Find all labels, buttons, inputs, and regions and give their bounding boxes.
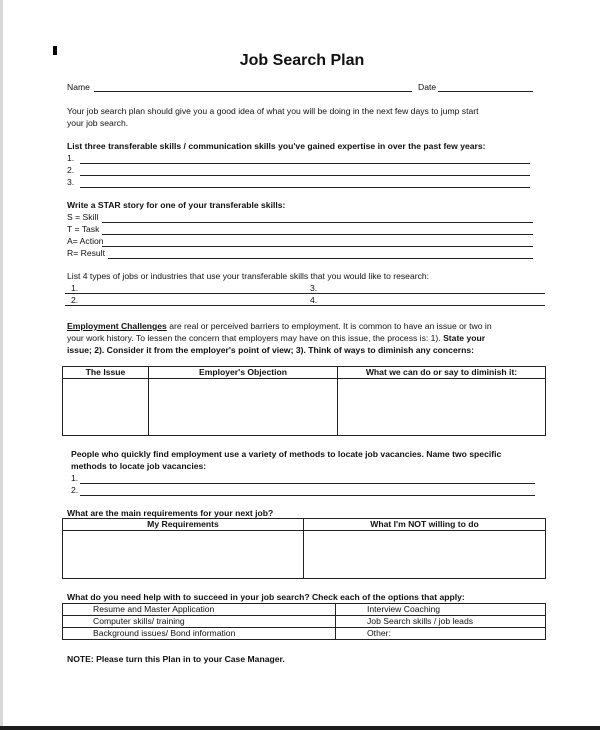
help-option-interview[interactable]: Interview Coaching (336, 604, 546, 616)
column-header-objection: Employer's Objection (149, 367, 338, 379)
job-number: 1. (71, 283, 79, 293)
challenges-text-bold: State your (440, 333, 486, 343)
column-header-diminish: What we can do or say to diminish it: (338, 367, 546, 379)
method-number: 2. (71, 485, 79, 495)
star-label: A= Action (67, 236, 104, 246)
challenges-text: your work history. To lessen the concern that employers may have on this issue, the process is: 1). (67, 333, 441, 343)
challenges-text-1 (67, 320, 492, 332)
table-row (63, 604, 546, 616)
help-option-job-search[interactable]: Job Search skills / job leads (336, 616, 546, 628)
star-line-task[interactable] (102, 234, 533, 235)
skills-prompt: List three transferable skills / communication skills you've gained expertise in over the past few years: (67, 141, 486, 151)
help-option-computer[interactable]: Computer skills/ training (63, 616, 336, 628)
challenges-table (62, 366, 546, 436)
note-text: NOTE: Please turn this Plan in to your Case Manager. (67, 654, 285, 664)
bottom-bar (0, 726, 600, 730)
name-label: Name (67, 82, 90, 92)
star-line-result[interactable] (108, 258, 533, 259)
star-line-action[interactable] (102, 246, 533, 247)
skill-line-3[interactable] (80, 187, 530, 188)
challenges-text-2 (67, 332, 485, 344)
name-field[interactable] (94, 91, 412, 92)
challenges-heading: Employment Challenges (67, 321, 167, 331)
job-number: 3. (310, 283, 318, 293)
method-line-2[interactable] (80, 495, 535, 496)
job-number: 4. (310, 295, 318, 305)
date-field[interactable] (438, 91, 533, 92)
page-title: Job Search Plan (239, 52, 365, 69)
issue-cell[interactable] (63, 379, 149, 436)
column-header-requirements: My Requirements (63, 519, 304, 531)
methods-text-1: People who quickly find employment use a variety of methods to locate job vacancies. Name two specific (71, 449, 502, 459)
method-line-1[interactable] (80, 483, 535, 484)
help-option-background[interactable]: Background issues/ Bond information (63, 628, 336, 640)
help-table (62, 603, 546, 640)
skill-number: 1. (67, 153, 75, 163)
diminish-cell[interactable] (338, 379, 546, 436)
requirements-table (62, 518, 546, 579)
page-edge-shadow (0, 0, 3, 730)
objection-cell[interactable] (149, 379, 338, 436)
star-label: T = Task (67, 224, 100, 234)
skill-line-2[interactable] (80, 175, 530, 176)
job-number: 2. (71, 295, 79, 305)
star-prompt: Write a STAR story for one of your transferable skills: (67, 200, 286, 210)
column-header-not-willing: What I'm NOT willing to do (304, 519, 546, 531)
jobs-prompt: List 4 types of jobs or industries that use your transferable skills that you would like to research: (67, 271, 430, 281)
intro-text-1: Your job search plan should give you a good idea of what you will be doing in the next few days to jump start (67, 106, 479, 116)
help-prompt: What do you need help with to succeed in your job search? Check each of the options that apply: (67, 592, 465, 602)
job-line-1-3[interactable] (65, 293, 545, 294)
skill-line-1[interactable] (80, 163, 530, 164)
column-header-issue: The Issue (63, 367, 149, 379)
table-row (63, 616, 546, 628)
date-label: Date (418, 82, 437, 92)
star-label: S = Skill (67, 212, 99, 222)
intro-text-2: your job search. (67, 118, 129, 128)
requirements-prompt: What are the main requirements for your next job? (67, 508, 274, 518)
challenges-text: are real or perceived barriers to employment. It is common to have an issue or two in (166, 321, 492, 331)
help-option-resume[interactable]: Resume and Master Application (63, 604, 336, 616)
table-row (63, 628, 546, 640)
star-label: R= Result (67, 248, 105, 258)
skill-number: 3. (67, 177, 75, 187)
challenges-text-3: issue; 2). Consider it from the employer's point of view; 3). Think of ways to diminish any concerns: (67, 345, 474, 355)
method-number: 1. (71, 473, 79, 483)
help-option-other[interactable]: Other: (336, 628, 546, 640)
methods-text-2: methods to locate job vacancies: (71, 461, 207, 471)
star-line-skill[interactable] (102, 222, 533, 223)
skill-number: 2. (67, 165, 75, 175)
requirements-cell[interactable] (63, 531, 304, 579)
job-line-2-4[interactable] (65, 305, 545, 306)
not-willing-cell[interactable] (304, 531, 546, 579)
